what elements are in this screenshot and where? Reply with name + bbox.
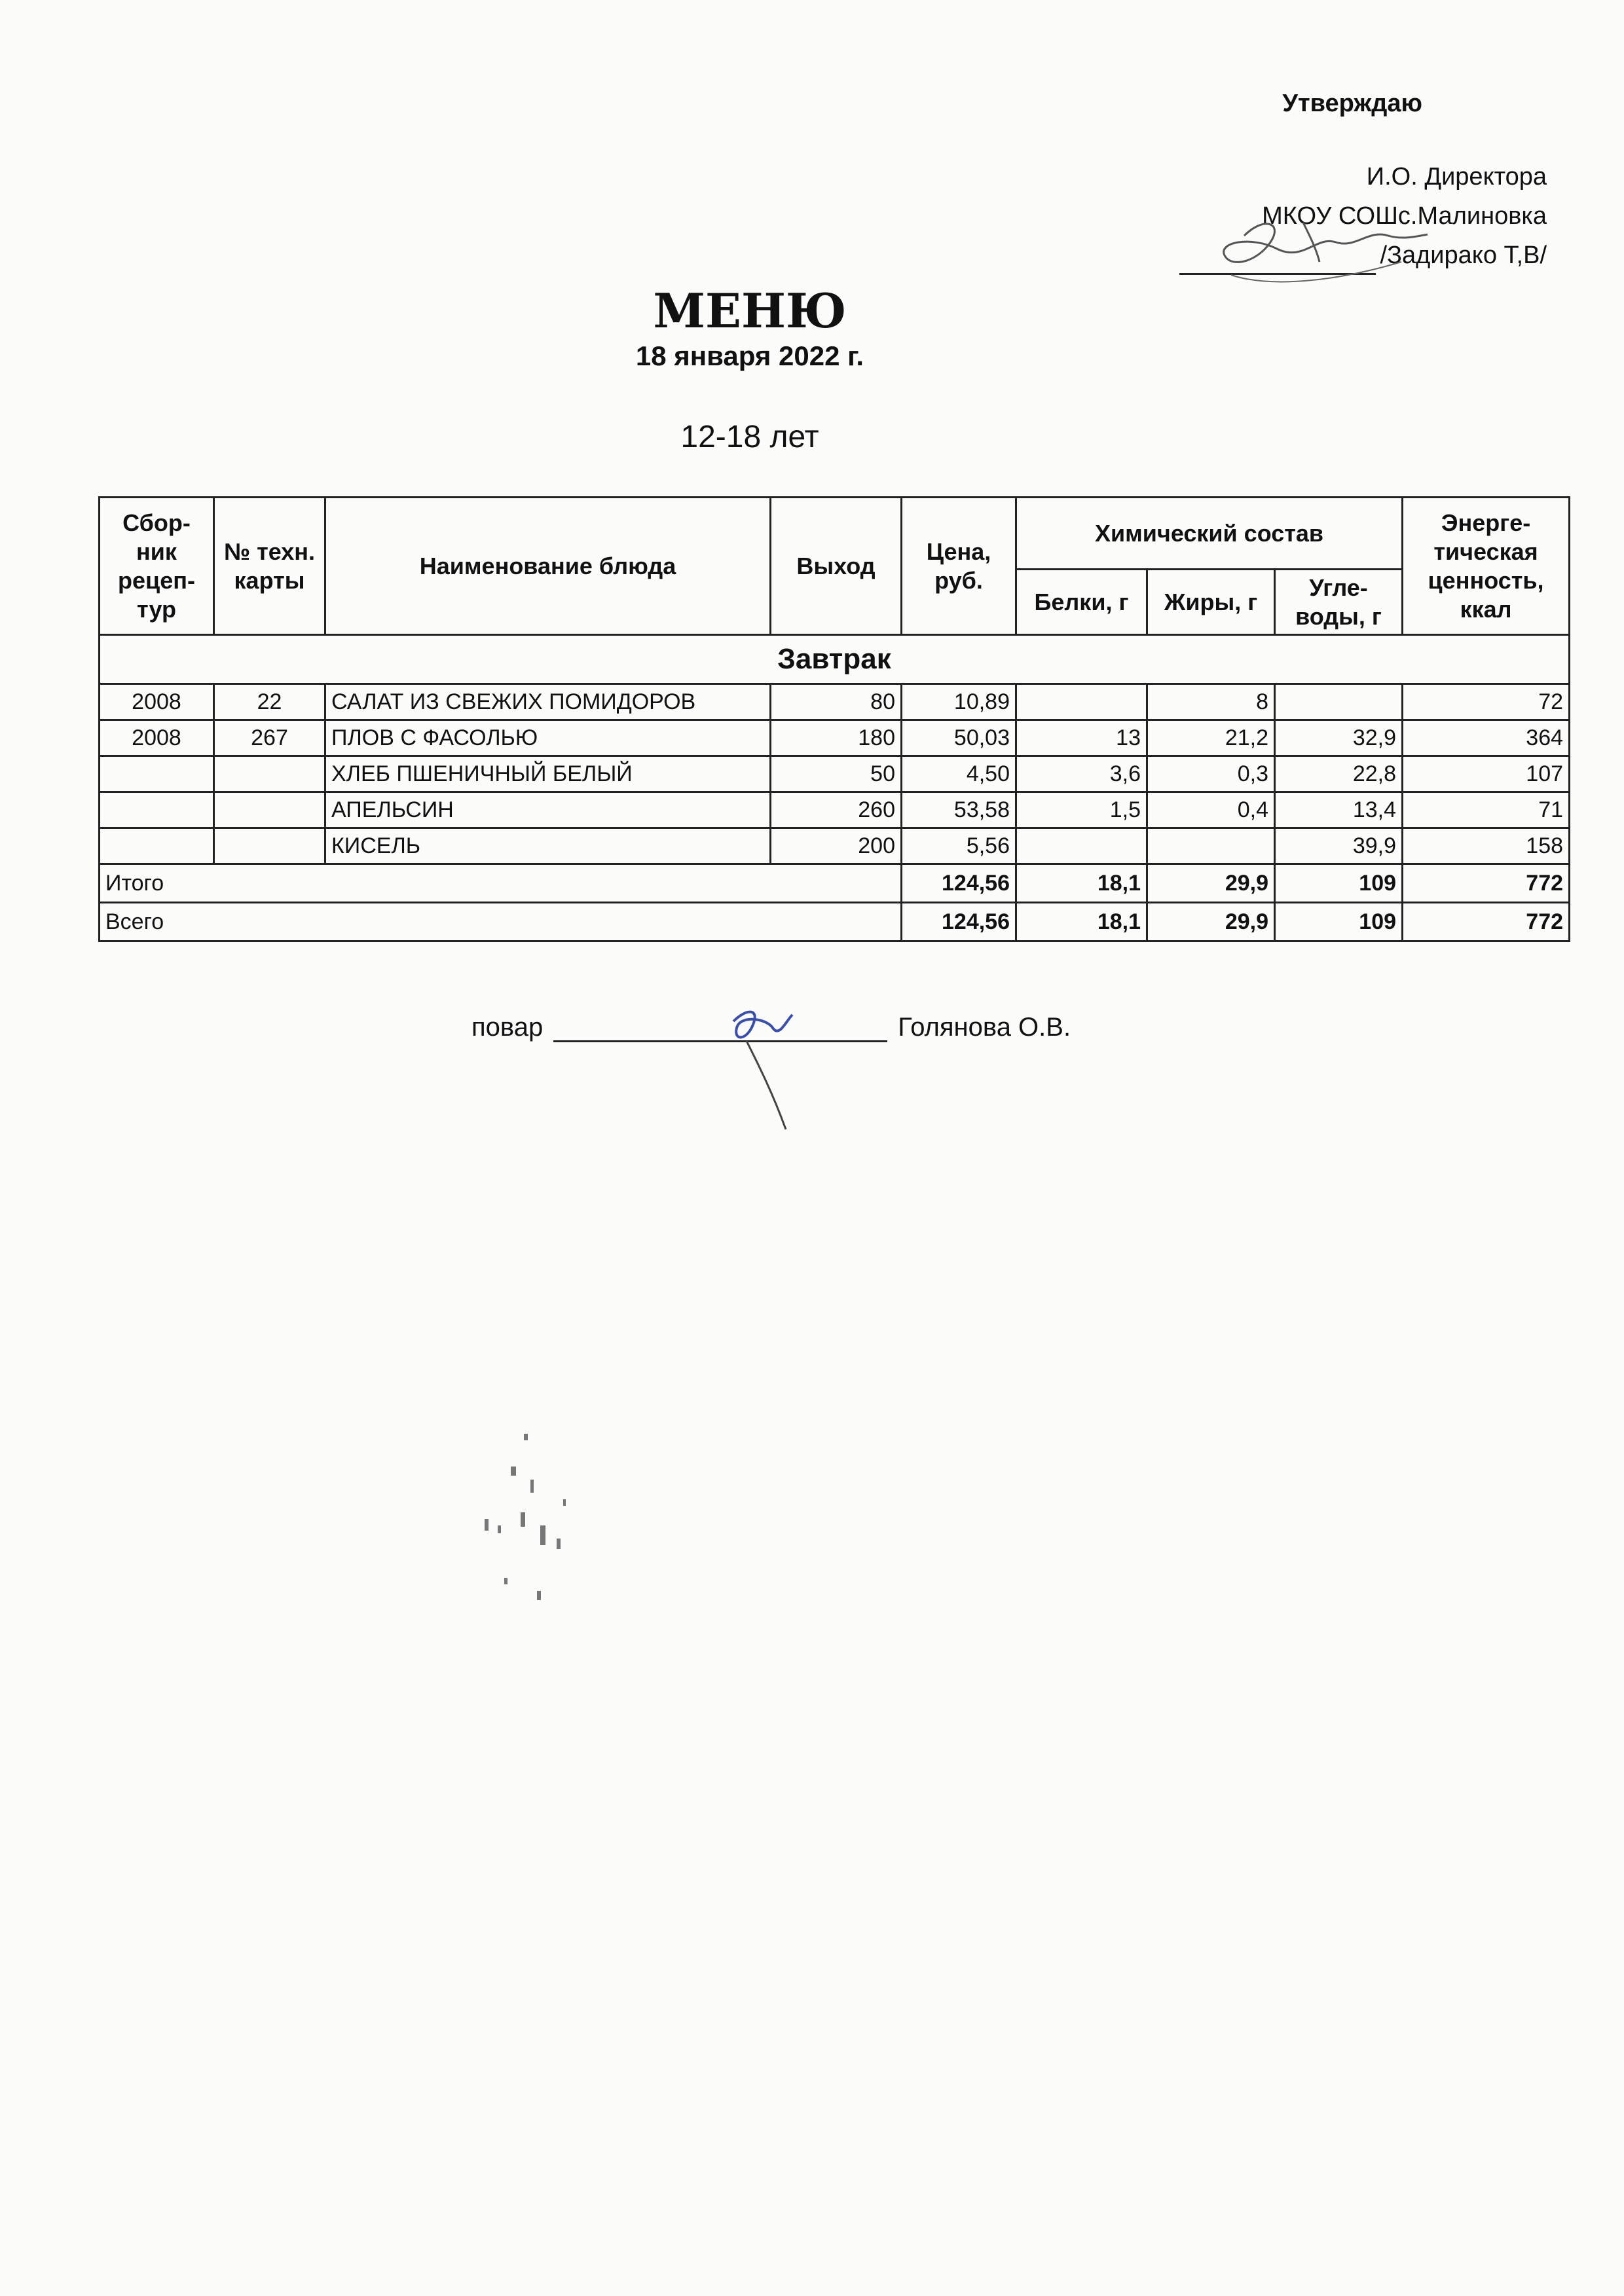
section-title: Завтрак [100,635,1570,684]
cell-yield: 50 [771,756,902,792]
cell-price: 4,50 [902,756,1016,792]
table-row [100,828,1570,864]
cell-proteins: 1,5 [1016,792,1147,828]
cell-carbs: 32,9 [1275,720,1403,756]
col-price: Цена, руб. [902,498,1016,635]
cell-fats [1147,828,1275,864]
cell-collection [100,828,214,864]
age-group: 12-18 лет [680,420,819,454]
grand-total-energy: 772 [1403,903,1570,941]
approval-label: Утверждаю [1282,90,1422,117]
col-carbs: Угле-воды, г [1275,570,1403,635]
cell-card: 22 [214,684,325,720]
cell-energy: 71 [1403,792,1570,828]
cell-dish: САЛАТ ИЗ СВЕЖИХ ПОМИДОРОВ [325,684,771,720]
total-energy: 772 [1403,864,1570,903]
header-row-1 [100,498,1570,570]
total-row [100,864,1570,903]
cook-label: повар [471,1013,544,1042]
menu-table [98,496,1570,942]
cell-card [214,828,325,864]
grand-total-label: Всего [100,903,902,941]
cell-collection [100,756,214,792]
cell-fats: 21,2 [1147,720,1275,756]
total-proteins: 18,1 [1016,864,1147,903]
cell-proteins [1016,684,1147,720]
total-fats: 29,9 [1147,864,1275,903]
grand-total-row [100,903,1570,941]
cell-dish: ХЛЕБ ПШЕНИЧНЫЙ БЕЛЫЙ [325,756,771,792]
col-energy: Энерге-тическая ценность, ккал [1403,498,1570,635]
cell-card [214,792,325,828]
menu-date: 18 января 2022 г. [635,340,864,371]
cell-collection: 2008 [100,720,214,756]
col-collection: Сбор-ник рецеп-тур [100,498,214,635]
cell-collection [100,792,214,828]
cell-card: 267 [214,720,325,756]
grand-total-price: 124,56 [902,903,1016,941]
table-row [100,720,1570,756]
cell-yield: 200 [771,828,902,864]
total-carbs: 109 [1275,864,1403,903]
approval-director: /Задирако Т,В/ [1380,242,1547,269]
col-proteins: Белки, г [1016,570,1147,635]
cell-proteins [1016,828,1147,864]
approval-organization: МКОУ СОШс.Малиновка [1262,202,1547,230]
cook-name: Голянова О.В. [898,1013,1071,1042]
cell-price: 10,89 [902,684,1016,720]
table-row [100,792,1570,828]
cell-carbs [1275,684,1403,720]
total-label: Итого [100,864,902,903]
table-row [100,684,1570,720]
cell-fats: 8 [1147,684,1275,720]
grand-total-fats: 29,9 [1147,903,1275,941]
col-chem: Химический состав [1016,498,1403,570]
cell-energy: 364 [1403,720,1570,756]
cell-proteins: 13 [1016,720,1147,756]
cell-price: 53,58 [902,792,1016,828]
cell-price: 5,56 [902,828,1016,864]
cell-dish: АПЕЛЬСИН [325,792,771,828]
cell-yield: 260 [771,792,902,828]
grand-total-carbs: 109 [1275,903,1403,941]
page-title: МЕНЮ [653,283,847,338]
cook-signature [707,995,838,1139]
total-price: 124,56 [902,864,1016,903]
col-yield: Выход [771,498,902,635]
table-row [100,756,1570,792]
cell-card [214,756,325,792]
cell-price: 50,03 [902,720,1016,756]
cell-carbs: 13,4 [1275,792,1403,828]
cell-fats: 0,4 [1147,792,1275,828]
cell-energy: 158 [1403,828,1570,864]
col-fats: Жиры, г [1147,570,1275,635]
cell-proteins: 3,6 [1016,756,1147,792]
section-row [100,635,1570,684]
cell-energy: 107 [1403,756,1570,792]
cell-carbs: 39,9 [1275,828,1403,864]
cell-collection: 2008 [100,684,214,720]
cell-energy: 72 [1403,684,1570,720]
col-dish: Наименование блюда [325,498,771,635]
cell-dish: ПЛОВ С ФАСОЛЬЮ [325,720,771,756]
scan-artifact [458,1427,616,1624]
grand-total-proteins: 18,1 [1016,903,1147,941]
cell-yield: 180 [771,720,902,756]
cell-fats: 0,3 [1147,756,1275,792]
col-card: № техн. карты [214,498,325,635]
approval-position: И.О. Директора [1366,163,1547,191]
cell-yield: 80 [771,684,902,720]
cell-carbs: 22,8 [1275,756,1403,792]
cell-dish: КИСЕЛЬ [325,828,771,864]
